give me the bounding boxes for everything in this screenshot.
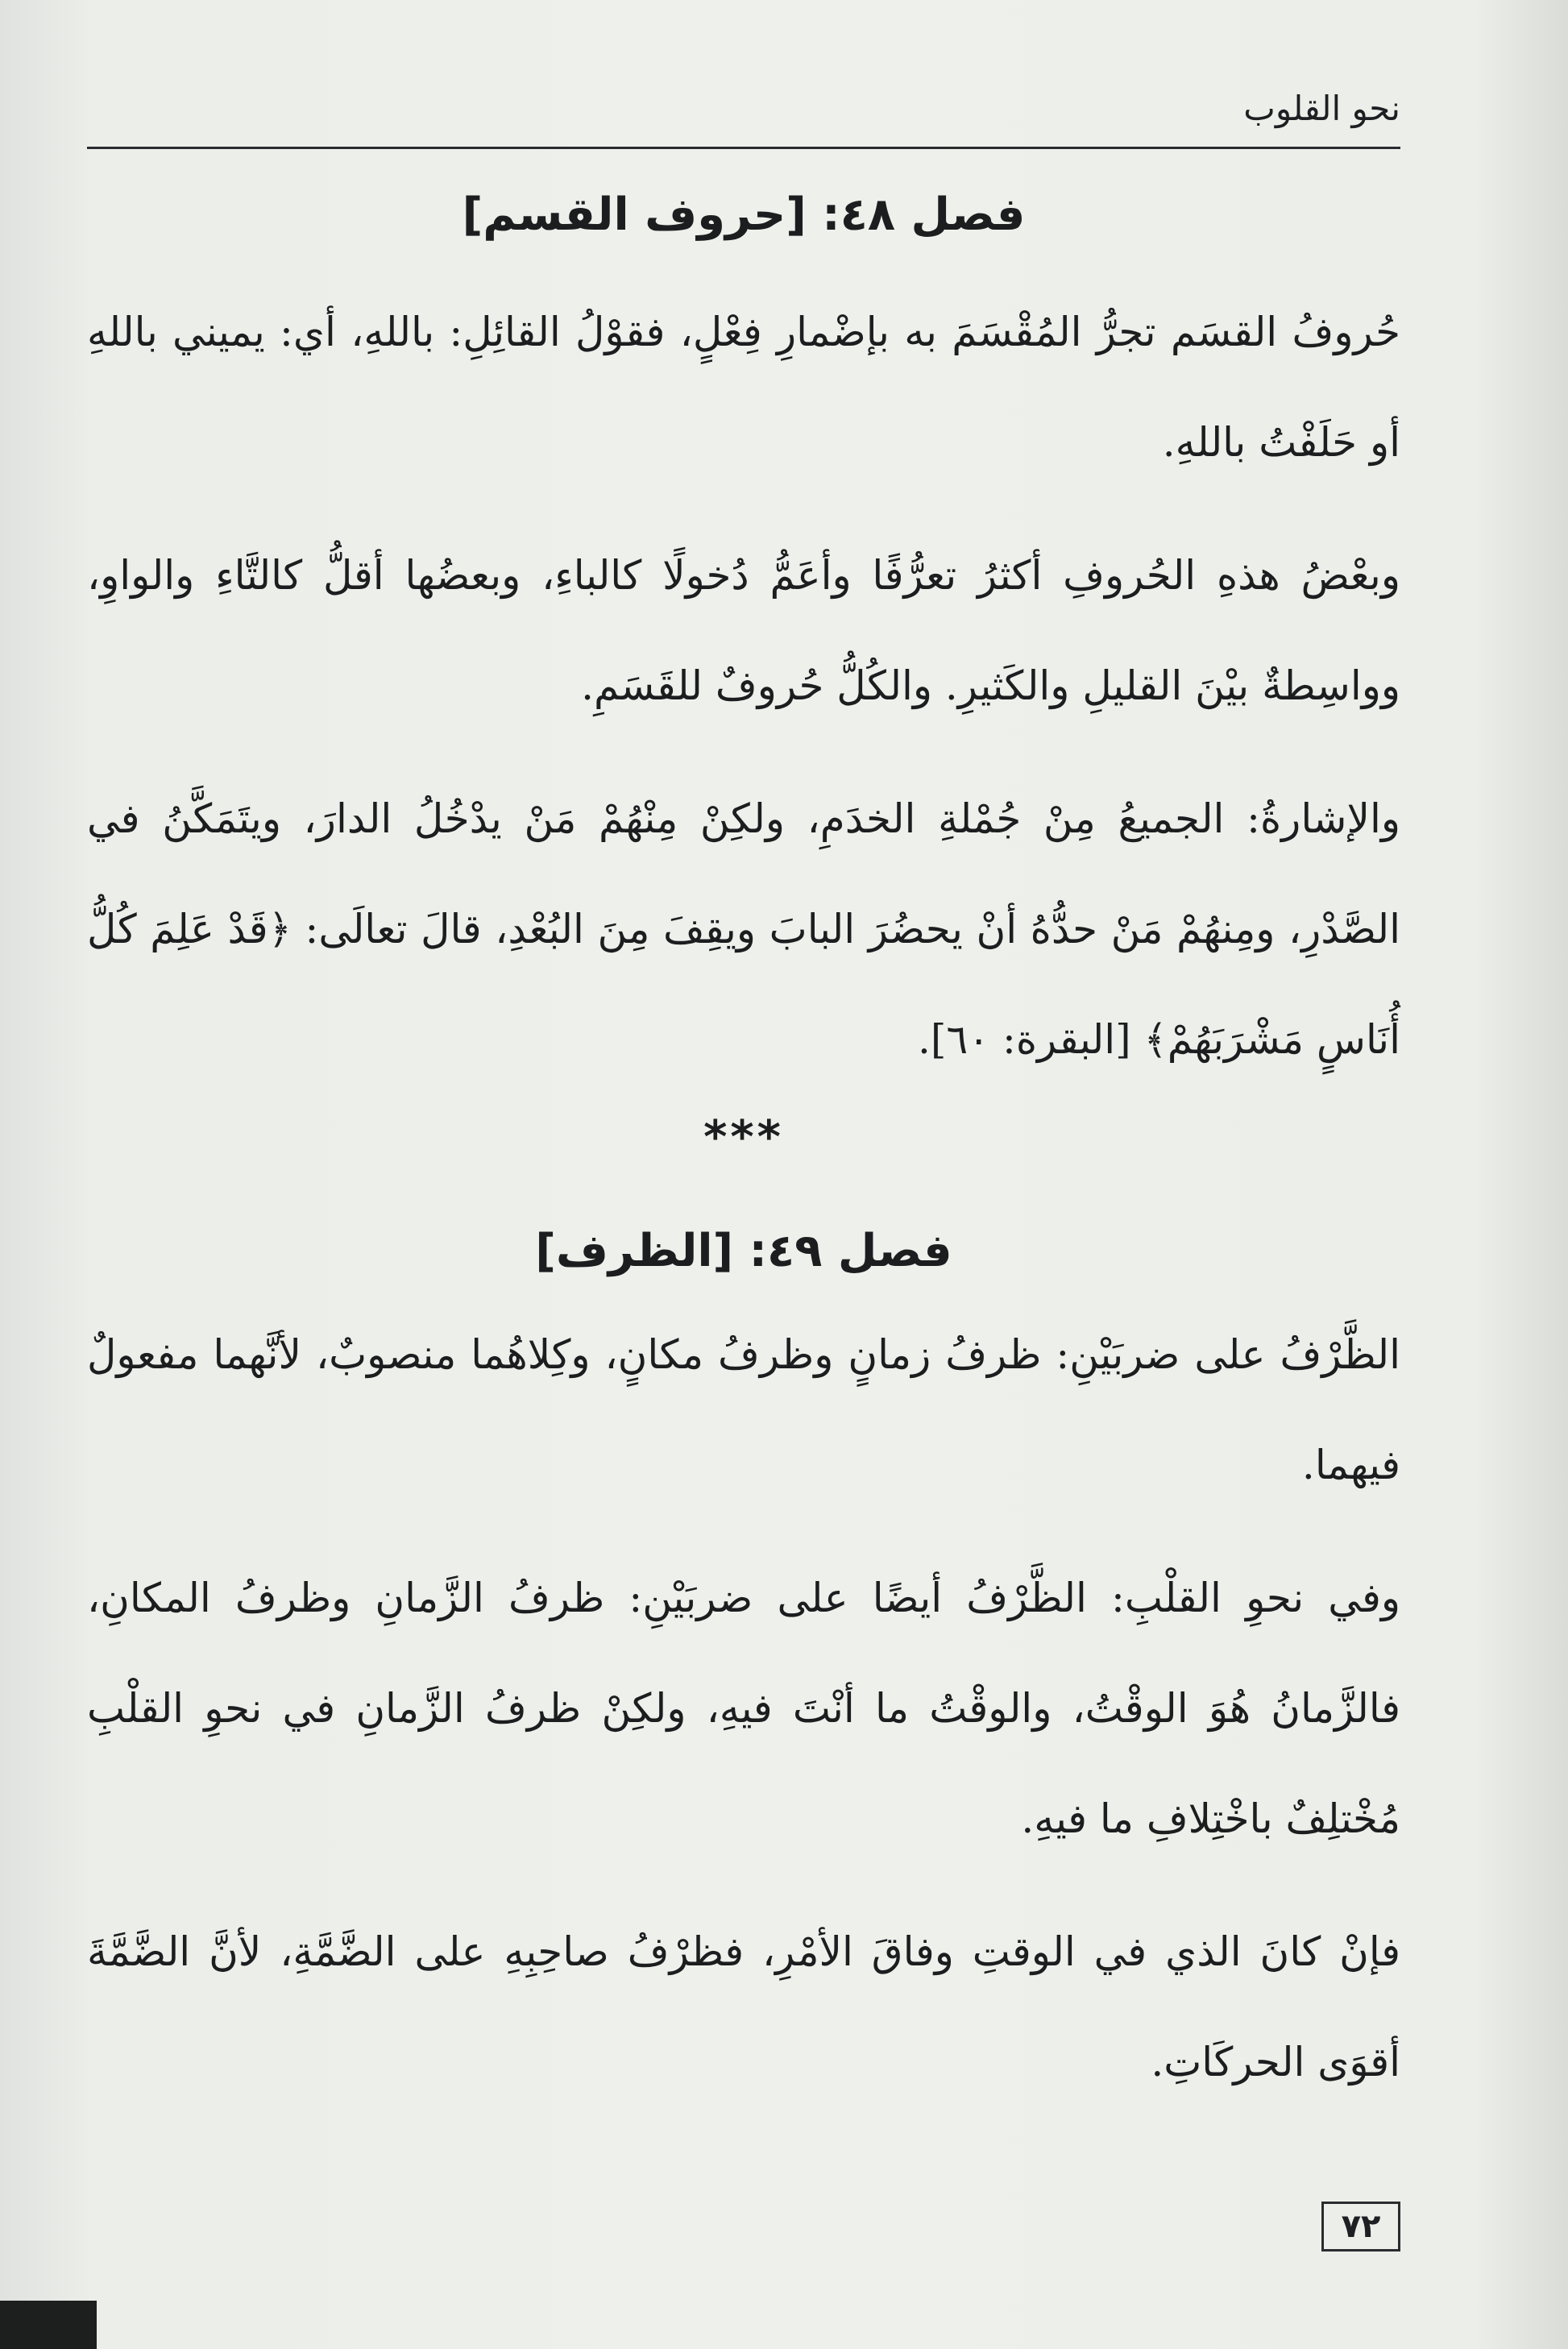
chapter-48-paragraph-2: وبعْضُ هذهِ الحُروفِ أكثرُ تعرُّفًا وأعَمُّ دُخولًا كالباءِ، وبعضُها أقلُّ كالتَّاءِ والواوِ، وواسِطةٌ بيْنَ القليلِ والكَثيرِ. والكُلُّ حُروفٌ للقَسَمِ. [87, 552, 1400, 710]
header-rule [87, 147, 1400, 149]
running-header: نحو القلوب [1243, 89, 1400, 128]
chapter-48-paragraph-1: حُروفُ القسَم تجرُّ المُقْسَمَ به بإضْمارِ فِعْلٍ، فقوْلُ القائِلِ: باللهِ، أي: يميني باللهِ أو حَلَفْتُ باللهِ. [87, 309, 1400, 467]
page-edge-shadow [0, 2301, 97, 2349]
chapter-49-paragraph-3: فإنْ كانَ الذي في الوقتِ وفاقَ الأمْرِ، فظرْفُ صاحِبِهِ على الضَّمَّةِ، لأنَّ الضَّمَّةَ أقوَى الحركَاتِ. [87, 1928, 1400, 2085]
chapter-49-title: فصل ٤٩: [الظرف] [535, 1225, 952, 1278]
chapter-48-title: فصل ٤٨: [حروف القسم] [462, 189, 1026, 241]
page-number: ٧٢ [1321, 2202, 1400, 2251]
chapter-49-paragraph-1: الظَّرْفُ على ضربَيْنِ: ظرفُ زمانٍ وظرفُ مكانٍ، وكِلاهُما منصوبٌ، لأنَّهما مفعولٌ فيهما. [87, 1330, 1400, 1488]
page-content [87, 169, 1400, 2118]
chapter-49-paragraph-2: وفي نحوِ القلْبِ: الظَّرْفُ أيضًا على ضربَيْنِ: ظرفُ الزَّمانِ وظرفُ المكانِ، فالزَّمانُ هُوَ الوقْتُ، والوقْتُ ما أنْتَ فيهِ، ولكِنْ ظرفُ الزَّمانِ في نحوِ القلْبِ مُخْتلِفٌ باخْتِلافِ ما فيهِ. [87, 1574, 1400, 1842]
section-separator: *** [703, 1111, 784, 1164]
chapter-48-paragraph-3: والإشارةُ: الجميعُ مِنْ جُمْلةِ الخدَمِ، ولكِنْ مِنْهُمْ مَنْ يدْخُلُ الدارَ، ويتَمَكَّنُ في الصَّدْرِ، ومِنهُمْ مَنْ حدُّهُ أنْ يحضُرَ البابَ ويقِفَ مِنَ البُعْدِ، قالَ تعالَى: ﴿قَدْ عَلِمَ كُلُّ أُنَاسٍ مَشْرَبَهُمْ﴾ [البقرة: ٦٠]. [87, 795, 1400, 1064]
